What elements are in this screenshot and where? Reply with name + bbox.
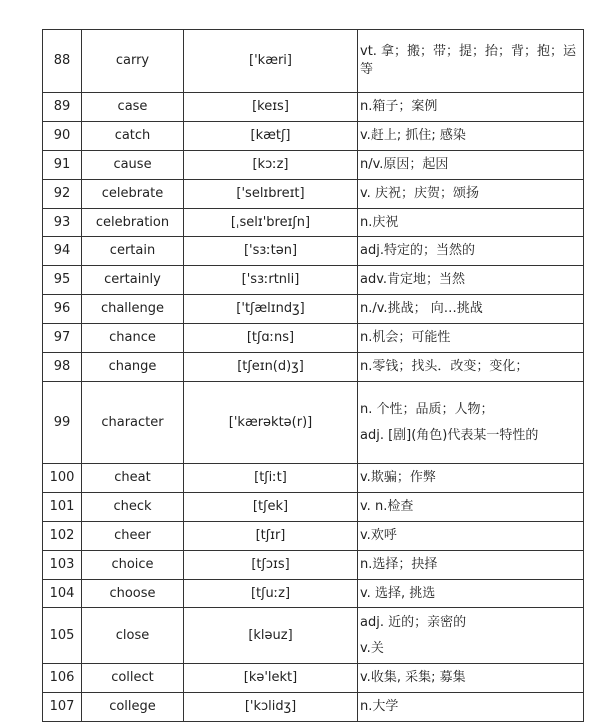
definition-line: v. n.检查 [360,499,414,514]
definition-cell [358,93,584,122]
table-row [43,122,584,151]
phonetic-cell: ['kɔlidʒ] [184,693,358,722]
row-number: 102 [43,522,82,551]
table-row [43,209,584,237]
definition-line: v. 选择, 挑选 [360,585,436,601]
definition-line: v. 庆祝；庆贺；颂扬 [360,186,479,201]
word-cell: choice [82,551,184,580]
definition-line: n.选择；抉择 [360,557,438,572]
row-number: 100 [43,464,82,493]
row-number: 90 [43,122,82,151]
definition-cell [358,693,584,722]
definition-cell [358,608,584,664]
row-number: 99 [43,382,82,464]
row-number: 95 [43,266,82,295]
word-cell: certain [82,237,184,266]
row-number: 96 [43,295,82,324]
definition-cell [358,664,584,693]
phonetic-cell: ['sɜːtən] [184,237,358,266]
word-cell: case [82,93,184,122]
phonetic-cell: [tʃɪr] [184,522,358,551]
table-row [43,324,584,353]
word-cell: chance [82,324,184,353]
word-cell: catch [82,122,184,151]
definition-line: v.欺骗；作弊 [360,470,436,485]
phonetic-cell: [keɪs] [184,93,358,122]
definition-cell [358,209,584,237]
definition-line: adj. 近的；亲密的 [360,614,467,630]
definition-cell [358,353,584,382]
definition-line: n/v.原因；起因 [360,157,449,172]
table-row [43,580,584,608]
table-row [43,608,584,664]
phonetic-cell: [kɔːz] [184,151,358,180]
definition-cell [358,551,584,580]
phonetic-cell: [kləuz] [184,608,358,664]
row-number: 88 [43,30,82,93]
phonetic-cell: [tʃɑːns] [184,324,358,353]
definition-cell [358,295,584,324]
definition-cell [358,151,584,180]
table-row [43,464,584,493]
definition-cell [358,580,584,608]
row-number: 97 [43,324,82,353]
phonetic-cell: [kætʃ] [184,122,358,151]
phonetic-cell: [tʃeɪn(d)ʒ] [184,353,358,382]
table-row [43,237,584,266]
word-cell: celebration [82,209,184,237]
phonetic-cell: ['sɜːrtnli] [184,266,358,295]
definition-line: v.收集, 采集; 募集 [360,670,466,685]
word-cell: character [82,382,184,464]
table-row [43,551,584,580]
table-row [43,266,584,295]
definition-line: v.欢呼 [360,528,397,543]
definition-cell [358,464,584,493]
row-number: 89 [43,93,82,122]
definition-cell [358,180,584,209]
definition-cell [358,237,584,266]
definition-cell [358,522,584,551]
row-number: 103 [43,551,82,580]
phonetic-cell: [ˌselɪ'breɪʃn] [184,209,358,237]
word-cell: choose [82,580,184,608]
table-row [43,93,584,122]
definition-line: adj.特定的；当然的 [360,243,475,258]
definition-cell [358,266,584,295]
row-number: 91 [43,151,82,180]
table-row [43,151,584,180]
word-cell: cheer [82,522,184,551]
definition-line: n./v.挑战； 向…挑战 [360,301,483,316]
definition-line: vt. 拿；搬；带；提；抬；背；抱；运等 [360,44,577,77]
word-cell: cause [82,151,184,180]
table-row [43,295,584,324]
definition-line: n.箱子；案例 [360,99,438,114]
phonetic-cell: ['kærəktə(r)] [184,382,358,464]
word-cell: challenge [82,295,184,324]
definition-line: n.零钱；找头．改变；变化； [360,359,529,374]
phonetic-cell: [tʃek] [184,493,358,522]
word-cell: cheat [82,464,184,493]
table-row [43,522,584,551]
row-number: 105 [43,608,82,664]
word-cell: carry [82,30,184,93]
word-cell: college [82,693,184,722]
table-row [43,693,584,722]
word-cell: certainly [82,266,184,295]
definition-line: adv.肯定地；当然 [360,272,466,287]
table-row [43,180,584,209]
row-number: 106 [43,664,82,693]
phonetic-cell: [kə'lekt] [184,664,358,693]
row-number: 98 [43,353,82,382]
definition-line: n.庆祝 [360,214,399,230]
definition-line: n.大学 [360,699,399,714]
definition-cell [358,493,584,522]
table-row [43,493,584,522]
word-cell: celebrate [82,180,184,209]
row-number: 94 [43,237,82,266]
table-row [43,664,584,693]
phonetic-cell: ['kæri] [184,30,358,93]
vocabulary-table [42,29,584,722]
definition-cell [358,30,584,93]
phonetic-cell: [tʃuːz] [184,580,358,608]
word-cell: check [82,493,184,522]
row-number: 93 [43,209,82,237]
definition-line: n. 个性；品质；人物； [360,401,494,417]
word-cell: change [82,353,184,382]
phonetic-cell: ['tʃælɪndʒ] [184,295,358,324]
definition-line: adj. [剧](角色)代表某一特性的 [360,427,539,443]
table-row [43,30,584,93]
definition-cell [358,122,584,151]
definition-cell [358,382,584,464]
phonetic-cell: ['selɪbreɪt] [184,180,358,209]
row-number: 104 [43,580,82,608]
phonetic-cell: [tʃɔɪs] [184,551,358,580]
word-cell: collect [82,664,184,693]
definition-line: v.关 [360,640,384,656]
definition-cell [358,324,584,353]
table-row [43,382,584,464]
table-row [43,353,584,382]
vocabulary-table-body [43,30,584,722]
word-cell: close [82,608,184,664]
row-number: 101 [43,493,82,522]
phonetic-cell: [tʃiːt] [184,464,358,493]
row-number: 107 [43,693,82,722]
definition-line: v.赶上; 抓住; 感染 [360,128,466,143]
definition-line: n.机会；可能性 [360,330,451,345]
row-number: 92 [43,180,82,209]
